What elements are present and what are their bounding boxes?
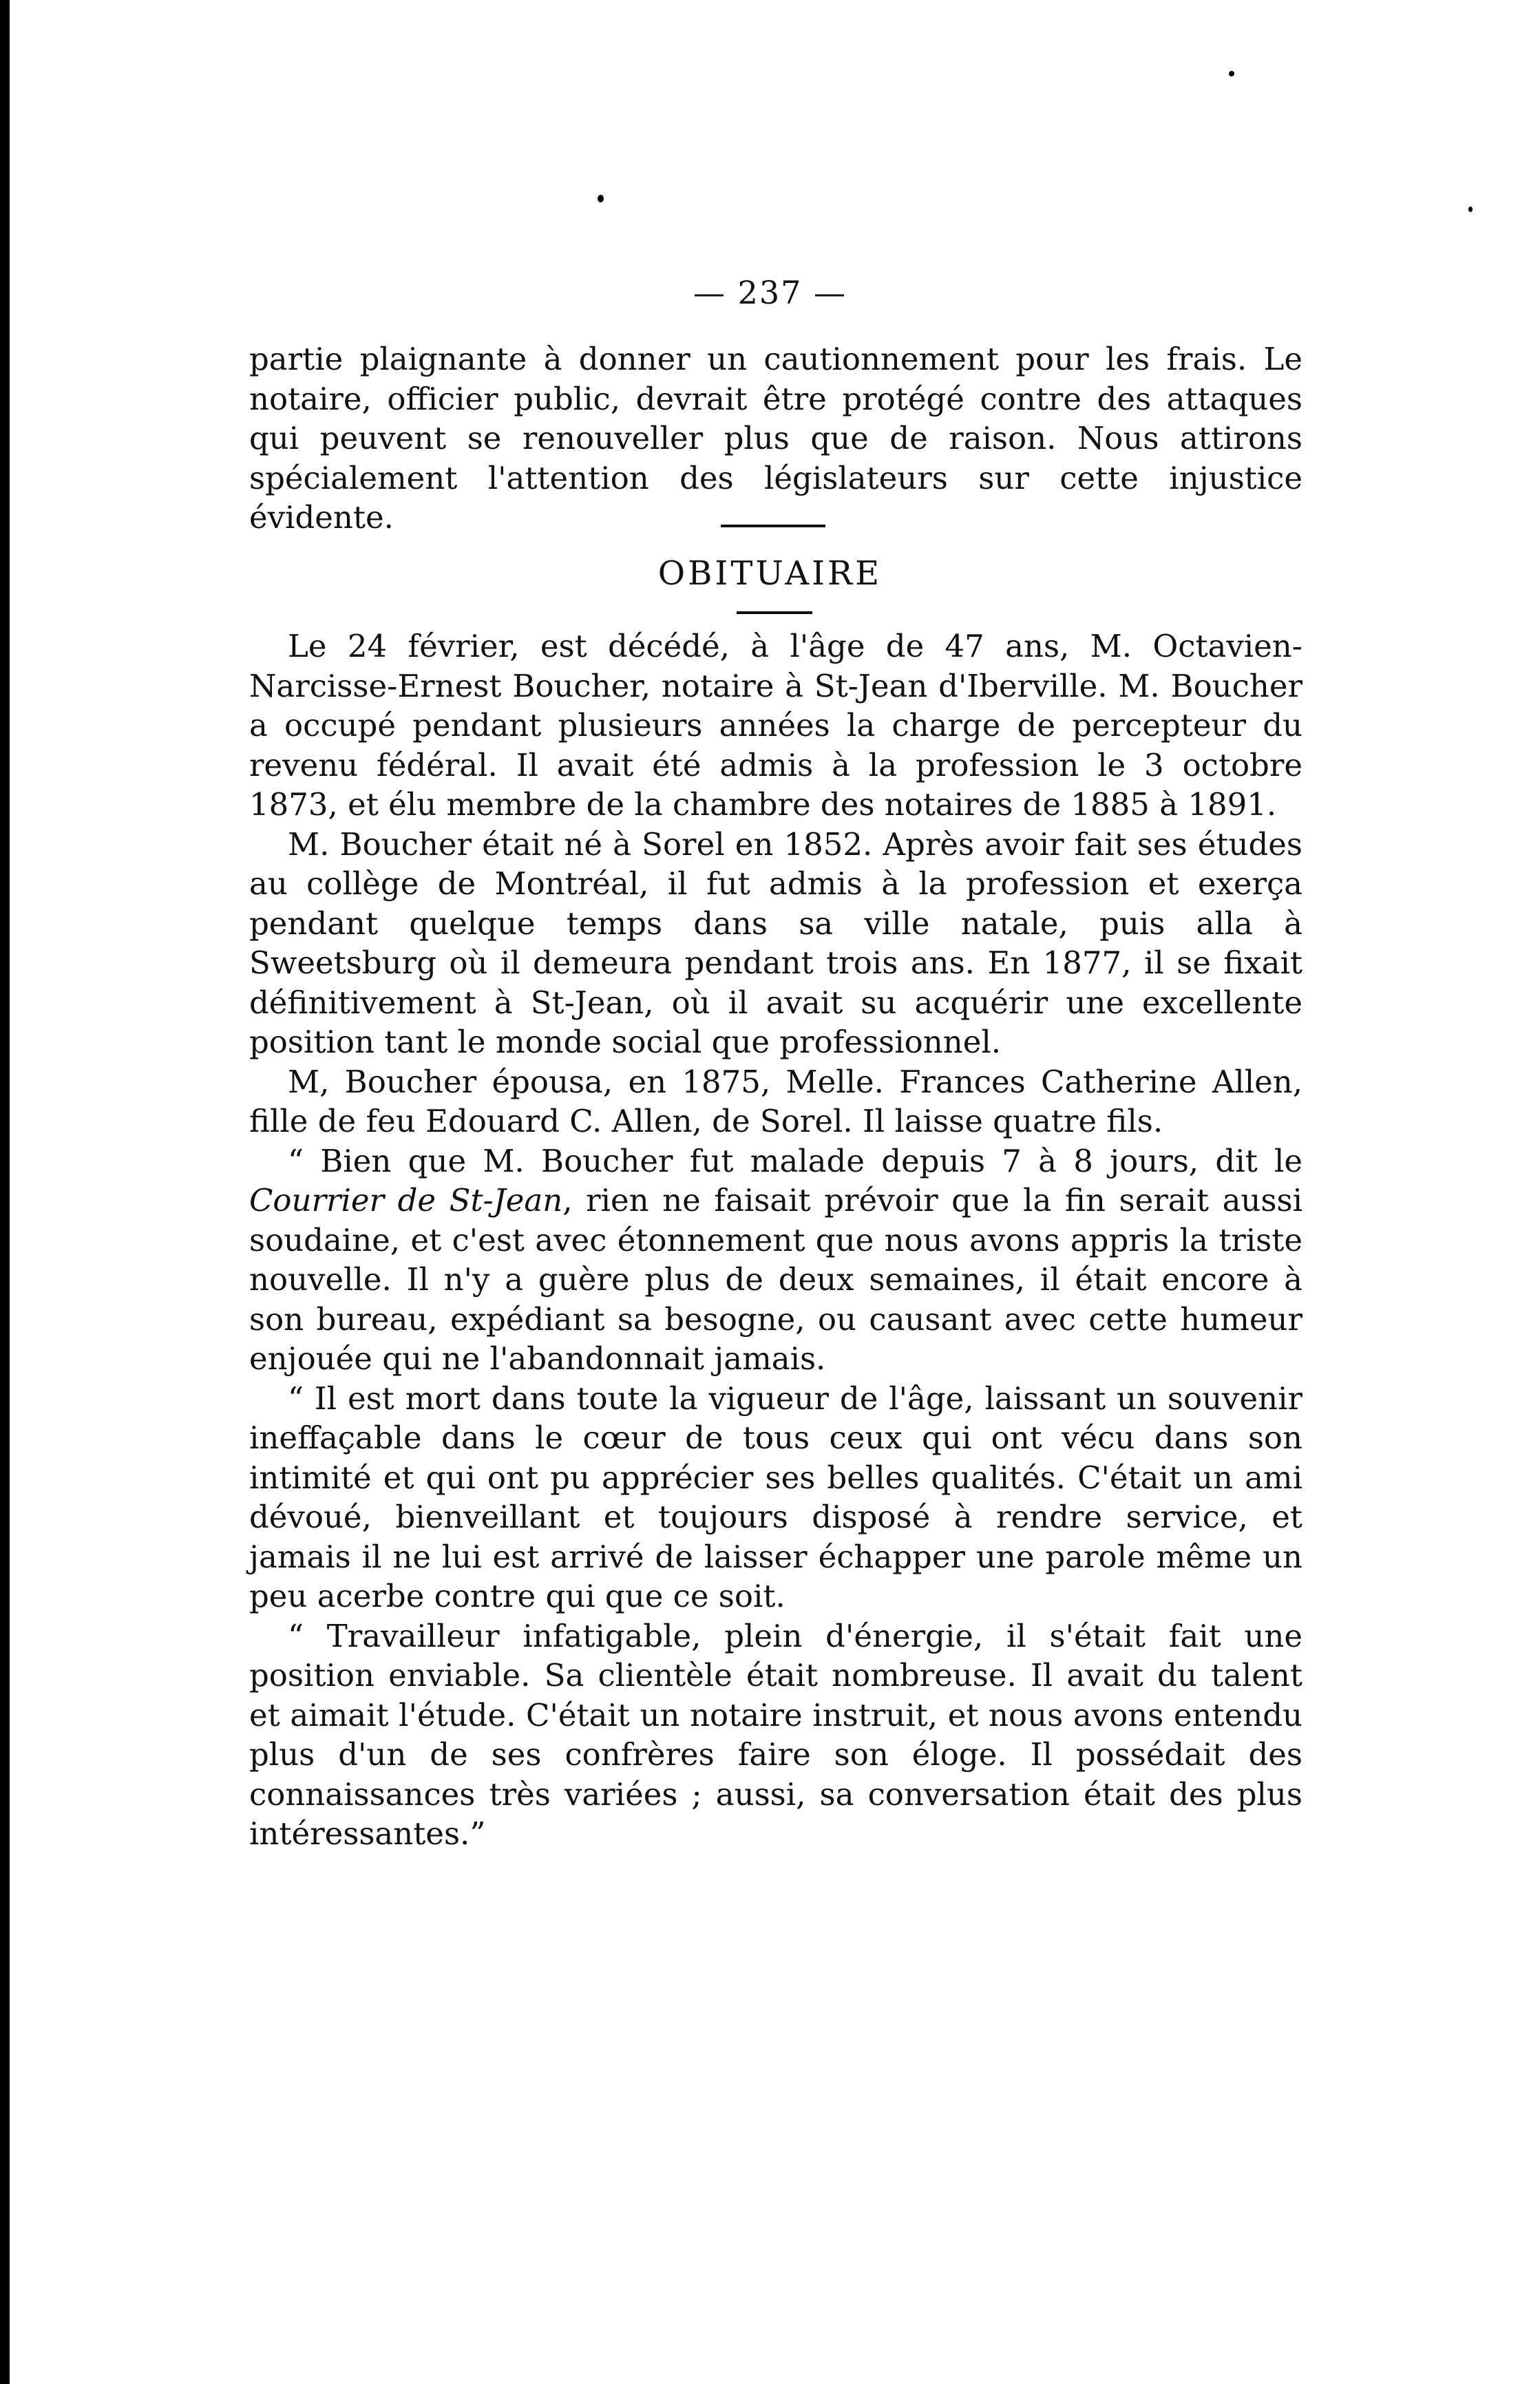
obituary-paragraph-quote: “ Il est mort dans toute la vigueur de l'âge, laissant un souvenir ineffaçable dans le cœur de tous ceux qui ont vécu dans son intimité et qui ont pu apprécier ses belles qualités. C'était un ami dévoué, bienveillant et toujours disposé à rendre service, et jamais il ne lui est arrivé de laisser échapper une parole même un peu acerbe contre qui que ce soit. — [249, 1380, 1302, 1614]
quote-text: “ Bien que M. Boucher fut malade depuis 7 à 8 jours, dit le — [288, 1142, 1302, 1179]
obituary-paragraph: M. Boucher était né à Sorel en 1852. Après avoir fait ses études au collège de Montréal, il fut admis à la profession et exerça pendant quelque temps dans sa ville natale, puis alla à Sweetsburg où il demeura pendant trois ans. En 1877, il se fixait définitivement à St-Jean, où il avait su acquérir une excellente position tant le monde social que professionnel. — [249, 825, 1302, 1060]
quote-text: , rien ne faisait prévoir que la fin serait aussi soudaine, et c'est avec étonnement que nous avons appris la triste nouvelle. Il n'y a guère plus de deux semaines, il était encore à son bureau, expédiant sa besogne, ou causant avec cette humeur enjouée qui ne l'abandonnait jamais. — [249, 1182, 1302, 1377]
intro-paragraph-block — [249, 339, 1302, 538]
obituary-heading: OBITUAIRE — [657, 554, 883, 593]
obituary-paragraph-quote — [249, 1141, 1302, 1379]
obituary-body — [249, 626, 1302, 1854]
heading-rule-top — [721, 525, 825, 527]
scan-speck — [1468, 207, 1473, 212]
scan-speck — [1229, 71, 1234, 76]
intro-paragraph: partie plaignante à donner un cautionnement pour les frais. Le notaire, officier public, devrait être protégé contre des attaques qui peuvent se renouveller plus que de raison. Nous attirons spécialement l'attention des législateurs sur cette injustice évidente. — [249, 341, 1302, 536]
obituary-paragraph-quote: “ Travailleur infatigable, plein d'énergie, il s'était fait une position enviable. Sa clientèle était nombreuse. Il avait du talent et aimait l'étude. C'était un notaire instruit, et nous avons entendu plus d'un de ses confrères faire son éloge. Il possédait des connaissances très variées ; aussi, sa conversation était des plus intéressantes.” — [249, 1617, 1302, 1852]
page-number: — 237 — — [693, 274, 847, 311]
newspaper-title: Courrier de St-Jean — [249, 1182, 563, 1219]
scan-left-edge — [0, 0, 10, 2384]
obituary-paragraph: Le 24 février, est décédé, à l'âge de 47 ans, M. Octavien-Narcisse-Ernest Boucher, notaire à St-Jean d'Iberville. M. Boucher a occupé pendant plusieurs années la charge de percepteur du revenu fédéral. Il avait été admis à la profession le 3 octobre 1873, et élu membre de la chambre des notaires de 1885 à 1891. — [249, 628, 1302, 823]
scan-speck — [598, 195, 604, 202]
heading-rule-bottom — [737, 611, 812, 614]
obituary-paragraph: M, Boucher épousa, en 1875, Melle. Frances Catherine Allen, fille de feu Edouard C. Allen, de Sorel. Il laisse quatre fils. — [249, 1063, 1302, 1139]
